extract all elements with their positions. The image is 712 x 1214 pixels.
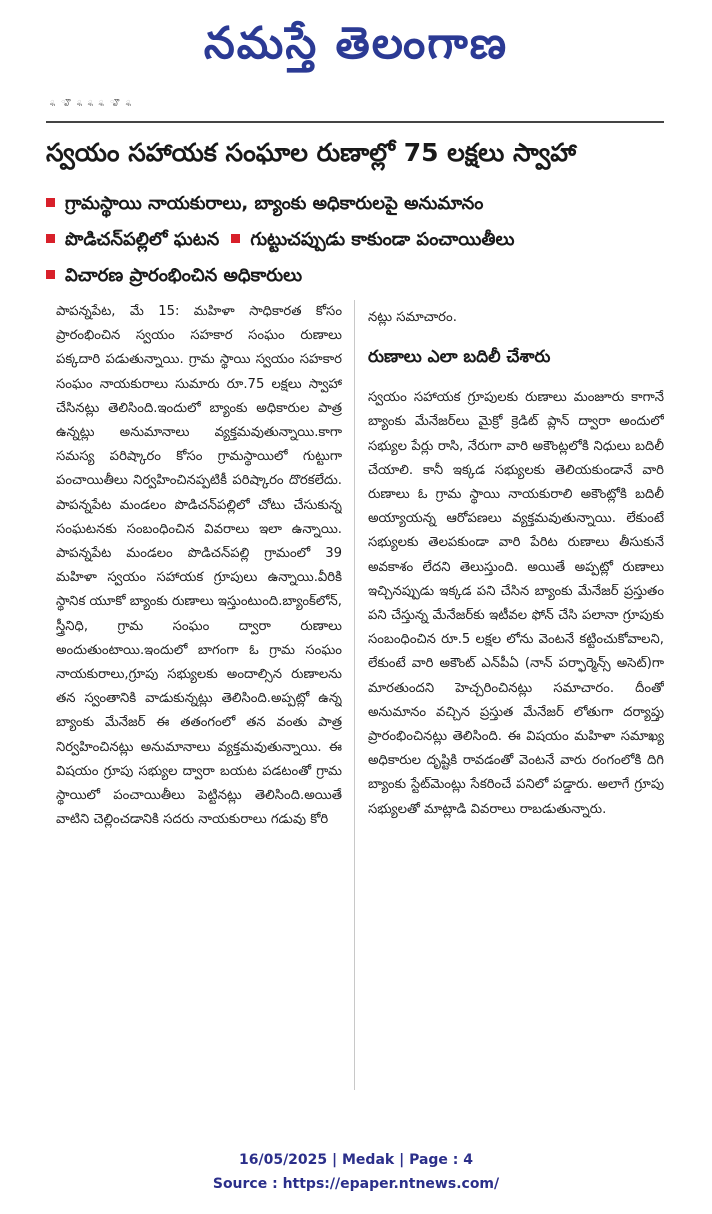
bullet-text: పొడిచన్‌పల్లిలో ఘటన: [65, 229, 220, 250]
bullet-text: గ్రామస్థాయి నాయకురాలు, బ్యాంకు అధికారులపై అనుమానం: [65, 193, 484, 214]
bullet-text: విచారణ ప్రారంభించిన అధికారులు: [65, 265, 303, 286]
red-square-icon: [231, 234, 240, 243]
bullet-text: గుట్టుచప్పుడు కాకుండా పంచాయితీలు: [250, 229, 515, 250]
bullet-line-2: [46, 222, 666, 258]
footer-date-edition-page: 16/05/2025 | Medak | Page : 4: [238, 1152, 474, 1168]
article-body-text: పాపన్నపేట, మే 15: మహిళా సాధికారత కోసం ప్రారంభించిన స్వయం సహకార సంఘం రుణాలు పక్కదారి పడుతున్నాయి. గ్రామ స్థాయి స్వయం సహకార సంఘం నాయకురాలు సుమారు రూ.75 లక్షలు స్వాహా చేసినట్లు తెలిసింది.ఇందులో బ్యాంకు అధికారుల పాత్ర ఉన్నట్లు అనుమానాలు వ్యక్తమవుతున్నాయి.కాగా సమస్య పరిష్కారం కోసం గ్రామస్థాయిలో గుట్టుగా పంచాయితీలు నిర్వహించినప్పటికీ పరిష్కారం దొరకలేదు. పాపన్నపేట మండలం పొడిచన్‌పల్లిలో చోటు చేసుకున్న సంఘటనకు సంబంధించిన వివరాలు ఇలా ఉన్నాయి. పాపన్నపేట మండలం పొడిచన్‌పల్లి గ్రామంలో 39 మహిళా స్వయం సహాయక గ్రూపులు ఉన్నాయి.వీరికి స్థానిక యూకో బ్యాంకు రుణాలు ఇస్తుంటుంది.బ్యాంక్‌లోన్, స్త్రీనిధి, గ్రామ సంఘం ద్వారా రుణాలు అందుతుంటాయి.ఇందులో బాగంగా ఓ గ్రామ సంఘం నాయకురాలు,గ్రూపు సభ్యులకు అందాల్సిన రుణాలను తన స్వంతానికి వాడుకున్నట్లు తెలిసింది.అప్పట్లో ఉన్న బ్యాంకు మేనేజర్ ఈ తతంగంలో తన వంతు పాత్ర నిర్వహించినట్లు అనుమానాలు వ్యక్తమవుతున్నాయి. ఈ విషయం గ్రూపు సభ్యుల ద్వారా బయట పడటంతో గ్రామ స్థాయిలో పంచాయితీలు పెట్టినట్లు తెలిసింది.అయితే వాటిని చెల్లించడానికి సదరు నాయకురాలు గడువు కోరి: [56, 304, 342, 828]
article-column-left: [56, 300, 342, 1090]
cropped-text-strip: ౢ ౄ ౢ ౢ ౢ ౄ ౢ: [50, 96, 135, 105]
red-square-icon: [46, 198, 55, 207]
footer-source-link[interactable]: Source : https://epaper.ntnews.com/: [212, 1176, 500, 1192]
article-subheading: రుణాలు ఎలా బదిలీ చేశారు: [368, 347, 551, 368]
article-column-right: [368, 306, 664, 1106]
highlight-bullets: [46, 186, 666, 294]
red-square-icon: [46, 234, 55, 243]
bullet-line-3: [46, 258, 666, 294]
newspaper-masthead: నమస్తే తెలంగాణ: [203, 18, 509, 69]
column-divider: [354, 300, 355, 1090]
red-square-icon: [46, 270, 55, 279]
article-body-text: నట్లు సమాచారం.: [368, 310, 457, 325]
bullet-line-1: [46, 186, 666, 222]
article-headline: స్వయం సహాయక సంఘాల రుణాల్లో 75 లక్షలు స్వాహా: [46, 138, 577, 167]
article-body-text: స్వయం సహాయక గ్రూపులకు రుణాలు మంజూరు కాగానే బ్యాంకు మేనేజర్‌లు మైక్రో క్రెడిట్ ప్లాన్ ద్వారా అందులో సభ్యుల పేర్లు రాసి, నేరుగా వారి అకౌంట్లలోకి నిధులు బదిలీ చేయాలి. కానీ ఇక్కడ సభ్యులకు తెలియకుండానే వారి రుణాలు ఓ గ్రామ స్థాయి నాయకురాలి అకౌంట్లోకి బదిలీ అయ్యాయన్న ఆరోపణలు వ్యక్తమవుతున్నాయి. లేకుంటే సభ్యులకు తెలపకుండా వారి పేరిట రుణాలు తీసుకునే అవకాశం లేదని తెలుస్తుంది. అయితే అప్పట్లో రుణాలు ఇచ్చినప్పుడు ఇక్కడ పని చేసిన బ్యాంకు మేనేజర్ ప్రస్తుతం పని చేస్తున్న మేనేజర్‌కు ఇటీవల ఫోన్ చేసి పలానా గ్రూపుకు సంబంధించిన రూ.5 లక్షల లోను వెంటనే కట్టించుకోవాలని, లేకుంటే వారి అకౌంట్ ఎన్‌పీఏ (నాన్ పర్ఫార్మెన్స్ అసెట్)గా మారతుందని హెచ్చరించినట్లు సమాచారం. దీంతో అనుమానం వచ్చిన ప్రస్తుత మేనేజర్ లోతుగా దర్యాప్తు ప్రారంభించినట్లు తెలిసింది. ఈ విషయం మహిళా సమాఖ్య అధికారుల దృష్టికి రావడంతో వెంటనే వారు రంగంలోకి దిగి బ్యాంకు స్టేట్‌మెంట్లు సేకరించే పనిలో పడ్డారు. అలాగే గ్రూపు సభ్యులతో మాట్లాడి వివరాలు రాబడుతున్నారు.: [368, 390, 664, 817]
headline-rule: [46, 121, 664, 123]
